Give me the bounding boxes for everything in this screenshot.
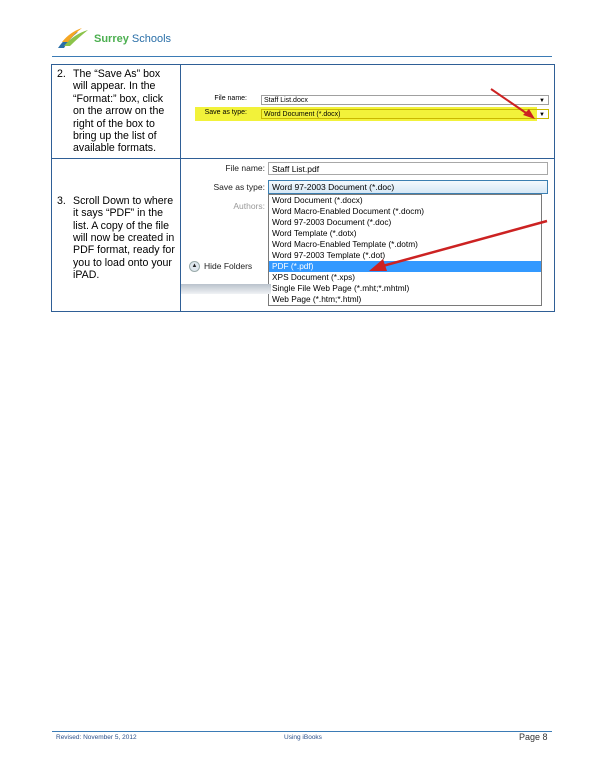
- step-2-screenshot: [181, 65, 555, 159]
- format-option[interactable]: Word Macro-Enabled Template (*.dotm): [272, 238, 418, 249]
- step-2-instructions: The “Save As” box will appear. In the “Format:” box, click on the arrow on the right of the box to bring up the list of available formats.: [73, 68, 165, 155]
- surrey-schools-logo: [56, 26, 176, 52]
- format-option-pdf-selected[interactable]: PDF (*.pdf): [269, 261, 541, 272]
- format-option[interactable]: Web Page (*.htm;*.html): [272, 293, 362, 304]
- red-arrow-icon: [361, 219, 551, 275]
- header-divider: [52, 56, 552, 57]
- save-as-label: Save as type:: [204, 109, 247, 116]
- logo-swoosh-icon: [56, 26, 90, 52]
- chevron-down-icon[interactable]: ▼: [539, 112, 545, 118]
- save-as-type-select[interactable]: Word 97-2003 Document (*.doc): [268, 180, 548, 194]
- step-2-text-cell: [52, 65, 181, 159]
- footer-title: Using iBooks: [284, 734, 322, 741]
- step-3-instructions: Scroll Down to where it says “PDF” in the list. A copy of the file will now be created in PDF format, ready for you to load onto your iPAD.: [73, 194, 175, 282]
- file-name-label: File name:: [225, 162, 265, 173]
- step-3-number: 3.: [57, 194, 66, 207]
- format-option[interactable]: Word Document (*.docx): [272, 194, 363, 205]
- format-option[interactable]: XPS Document (*.xps): [272, 271, 355, 282]
- format-option[interactable]: Word Template (*.dotx): [272, 227, 357, 238]
- dialog-bottom-bar: [181, 284, 271, 294]
- step-3-text-cell: [52, 158, 181, 311]
- format-option[interactable]: Word 97-2003 Document (*.doc): [272, 216, 392, 227]
- format-option[interactable]: Single File Web Page (*.mht;*.mhtml): [272, 282, 410, 293]
- save-as-label: Save as type:: [213, 181, 265, 192]
- file-name-value: Staff List.docx: [264, 97, 308, 104]
- footer-revised-date: Revised: November 5, 2012: [56, 734, 137, 741]
- authors-label: Authors:: [233, 200, 265, 211]
- chevron-down-icon[interactable]: ▼: [539, 98, 545, 104]
- save-as-row: [203, 109, 545, 118]
- step-2-number: 2.: [57, 68, 66, 80]
- hide-folders-button[interactable]: [189, 261, 252, 272]
- logo-text: [94, 33, 171, 45]
- save-as-value: Word Document (*.docx): [264, 111, 341, 118]
- file-name-field[interactable]: Staff List.pdf: [268, 162, 548, 175]
- footer-divider: [52, 731, 552, 732]
- file-name-label: File name:: [214, 95, 247, 102]
- step-3-screenshot: [181, 158, 555, 311]
- step-row-3: [52, 158, 555, 311]
- steps-table: [51, 64, 555, 312]
- logo-word-surrey: Surrey: [94, 33, 129, 45]
- logo-word-schools: Schools: [131, 33, 172, 45]
- red-arrow-icon: [489, 87, 539, 121]
- page-number: Page 8: [519, 732, 548, 742]
- hide-folders-label: Hide Folders: [204, 260, 253, 271]
- chevron-up-icon: ▲: [189, 261, 200, 272]
- step-row-2: [52, 65, 555, 159]
- file-name-row: [203, 95, 545, 104]
- format-option[interactable]: Word 97-2003 Template (*.dot): [272, 249, 386, 260]
- format-option[interactable]: Word Macro-Enabled Document (*.docm): [272, 205, 425, 216]
